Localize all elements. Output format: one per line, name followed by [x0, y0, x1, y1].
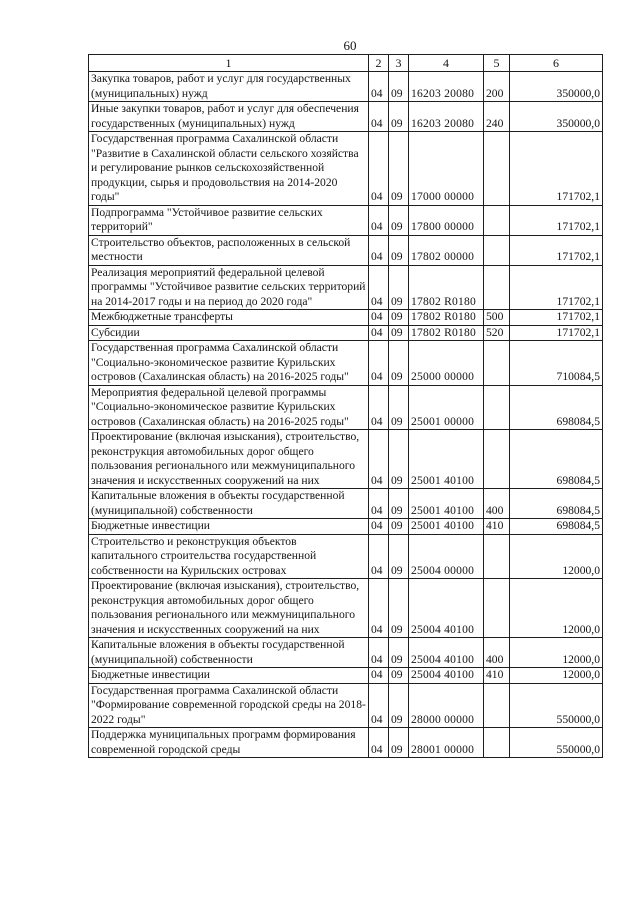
row-section-code: 04 [369, 430, 389, 489]
row-expense-type: 520 [484, 325, 510, 341]
row-section-code: 04 [369, 325, 389, 341]
row-subsection-code: 09 [389, 638, 409, 668]
row-section-code: 04 [369, 205, 389, 235]
row-subsection-code: 09 [389, 683, 409, 728]
row-amount: 350000,0 [510, 72, 603, 102]
row-subsection-code: 09 [389, 519, 409, 535]
row-expense-type: 200 [484, 72, 510, 102]
row-amount: 350000,0 [510, 102, 603, 132]
row-target-article: 28001 00000 [409, 728, 484, 758]
row-expense-type [484, 430, 510, 489]
table-row [89, 235, 603, 265]
row-section-code: 04 [369, 519, 389, 535]
row-amount: 12000,0 [510, 668, 603, 684]
header-col-2: 2 [369, 55, 389, 72]
header-col-4: 4 [409, 55, 484, 72]
table-row [89, 132, 603, 206]
row-section-code: 04 [369, 579, 389, 638]
row-subsection-code: 09 [389, 72, 409, 102]
table-row [89, 489, 603, 519]
row-subsection-code: 09 [389, 325, 409, 341]
row-subsection-code: 09 [389, 385, 409, 430]
row-amount: 171702,1 [510, 205, 603, 235]
row-name: Мероприятия федеральной целевой программы "Социально-экономическое развитие Курильских островов (Сахалинская область) на 2016-2025 годы" [89, 385, 369, 430]
row-expense-type: 410 [484, 668, 510, 684]
row-target-article: 25001 00000 [409, 385, 484, 430]
row-amount: 171702,1 [510, 235, 603, 265]
row-subsection-code: 09 [389, 132, 409, 206]
header-col-5: 5 [484, 55, 510, 72]
row-name: Государственная программа Сахалинской области "Развитие в Сахалинской области сельского хозяйства и регулирование рынков сельскохозяйственной продукции, сырья и продовольствия на 2014-2020 годы" [89, 132, 369, 206]
row-target-article: 25004 40100 [409, 579, 484, 638]
row-expense-type [484, 385, 510, 430]
row-amount: 171702,1 [510, 310, 603, 326]
table-row [89, 341, 603, 386]
row-expense-type [484, 683, 510, 728]
row-target-article: 16203 20080 [409, 102, 484, 132]
row-name: Межбюджетные трансферты [89, 310, 369, 326]
row-section-code: 04 [369, 668, 389, 684]
header-row [89, 55, 603, 72]
row-section-code: 04 [369, 341, 389, 386]
row-target-article: 25001 40100 [409, 430, 484, 489]
table-row [89, 325, 603, 341]
row-name: Проектирование (включая изыскания), строительство, реконструкция автомобильных дорог общего пользования регионального или межмуниципального значения и искусственных сооружений на них [89, 579, 369, 638]
row-section-code: 04 [369, 638, 389, 668]
row-name: Проектирование (включая изыскания), строительство, реконструкция автомобильных дорог общего пользования регионального или межмуниципального значения и искусственных сооружений на них [89, 430, 369, 489]
row-name: Строительство и реконструкция объектов капитального строительства государственной собственности на Курильских островах [89, 534, 369, 579]
row-name: Государственная программа Сахалинской области "Социально-экономическое развитие Курильских островов (Сахалинская область) на 2016-2025 годы" [89, 341, 369, 386]
table-row [89, 72, 603, 102]
row-section-code: 04 [369, 534, 389, 579]
table-row [89, 534, 603, 579]
table-row [89, 430, 603, 489]
row-target-article: 25001 40100 [409, 519, 484, 535]
table-row [89, 102, 603, 132]
table-row [89, 579, 603, 638]
row-subsection-code: 09 [389, 579, 409, 638]
row-amount: 698084,5 [510, 430, 603, 489]
row-subsection-code: 09 [389, 534, 409, 579]
row-amount: 550000,0 [510, 683, 603, 728]
row-name: Бюджетные инвестиции [89, 519, 369, 535]
row-section-code: 04 [369, 102, 389, 132]
row-section-code: 04 [369, 489, 389, 519]
row-name: Капитальные вложения в объекты государственной (муниципальной) собственности [89, 489, 369, 519]
row-amount: 710084,5 [510, 341, 603, 386]
row-amount: 550000,0 [510, 728, 603, 758]
row-expense-type [484, 132, 510, 206]
row-section-code: 04 [369, 235, 389, 265]
row-name: Иные закупки товаров, работ и услуг для обеспечения государственных (муниципальных) нужд [89, 102, 369, 132]
row-amount: 171702,1 [510, 325, 603, 341]
row-target-article: 17802 00000 [409, 235, 484, 265]
row-target-article: 25004 40100 [409, 668, 484, 684]
table-row [89, 668, 603, 684]
row-section-code: 04 [369, 683, 389, 728]
row-target-article: 17802 R0180 [409, 310, 484, 326]
header-col-6: 6 [510, 55, 603, 72]
row-expense-type: 240 [484, 102, 510, 132]
table-row [89, 519, 603, 535]
table-row [89, 265, 603, 310]
row-section-code: 04 [369, 265, 389, 310]
row-target-article: 17802 R0180 [409, 265, 484, 310]
table-row [89, 728, 603, 758]
row-expense-type: 500 [484, 310, 510, 326]
row-section-code: 04 [369, 310, 389, 326]
row-subsection-code: 09 [389, 235, 409, 265]
table-row [89, 205, 603, 235]
row-subsection-code: 09 [389, 310, 409, 326]
row-name: Бюджетные инвестиции [89, 668, 369, 684]
budget-table [88, 54, 603, 758]
row-name: Строительство объектов, расположенных в сельской местности [89, 235, 369, 265]
row-subsection-code: 09 [389, 668, 409, 684]
row-amount: 698084,5 [510, 519, 603, 535]
row-amount: 12000,0 [510, 579, 603, 638]
row-subsection-code: 09 [389, 430, 409, 489]
row-name: Поддержка муниципальных программ формирования современной городской среды [89, 728, 369, 758]
row-expense-type: 400 [484, 638, 510, 668]
row-target-article: 17800 00000 [409, 205, 484, 235]
row-name: Капитальные вложения в объекты государственной (муниципальной) собственности [89, 638, 369, 668]
header-col-3: 3 [389, 55, 409, 72]
row-expense-type [484, 728, 510, 758]
row-target-article: 25004 00000 [409, 534, 484, 579]
row-subsection-code: 09 [389, 341, 409, 386]
row-target-article: 17802 R0180 [409, 325, 484, 341]
row-amount: 171702,1 [510, 265, 603, 310]
row-section-code: 04 [369, 72, 389, 102]
row-expense-type [484, 235, 510, 265]
table-row [89, 638, 603, 668]
page-number: 60 [343, 38, 357, 53]
row-name: Государственная программа Сахалинской области "Формирование современной городской среды на 2018-2022 годы" [89, 683, 369, 728]
row-expense-type: 410 [484, 519, 510, 535]
row-target-article: 25001 40100 [409, 489, 484, 519]
row-subsection-code: 09 [389, 205, 409, 235]
row-target-article: 17000 00000 [409, 132, 484, 206]
table-body [89, 72, 603, 758]
table-row [89, 310, 603, 326]
row-subsection-code: 09 [389, 102, 409, 132]
row-name: Закупка товаров, работ и услуг для государственных (муниципальных) нужд [89, 72, 369, 102]
row-expense-type [484, 265, 510, 310]
row-expense-type [484, 579, 510, 638]
row-subsection-code: 09 [389, 265, 409, 310]
row-name: Субсидии [89, 325, 369, 341]
row-target-article: 16203 20080 [409, 72, 484, 102]
row-target-article: 25004 40100 [409, 638, 484, 668]
row-expense-type [484, 205, 510, 235]
row-name: Реализация мероприятий федеральной целевой программы "Устойчивое развитие сельских территорий на 2014-2017 годы и на период до 2020 года" [89, 265, 369, 310]
row-amount: 171702,1 [510, 132, 603, 206]
row-amount: 12000,0 [510, 534, 603, 579]
row-amount: 698084,5 [510, 489, 603, 519]
row-expense-type: 400 [484, 489, 510, 519]
row-expense-type [484, 341, 510, 386]
table-row [89, 385, 603, 430]
row-name: Подпрограмма "Устойчивое развитие сельских территорий" [89, 205, 369, 235]
row-amount: 12000,0 [510, 638, 603, 668]
row-section-code: 04 [369, 728, 389, 758]
row-subsection-code: 09 [389, 489, 409, 519]
row-section-code: 04 [369, 132, 389, 206]
header-col-1: 1 [89, 55, 369, 72]
row-amount: 698084,5 [510, 385, 603, 430]
row-subsection-code: 09 [389, 728, 409, 758]
row-target-article: 25000 00000 [409, 341, 484, 386]
row-expense-type [484, 534, 510, 579]
row-target-article: 28000 00000 [409, 683, 484, 728]
row-section-code: 04 [369, 385, 389, 430]
table-row [89, 683, 603, 728]
